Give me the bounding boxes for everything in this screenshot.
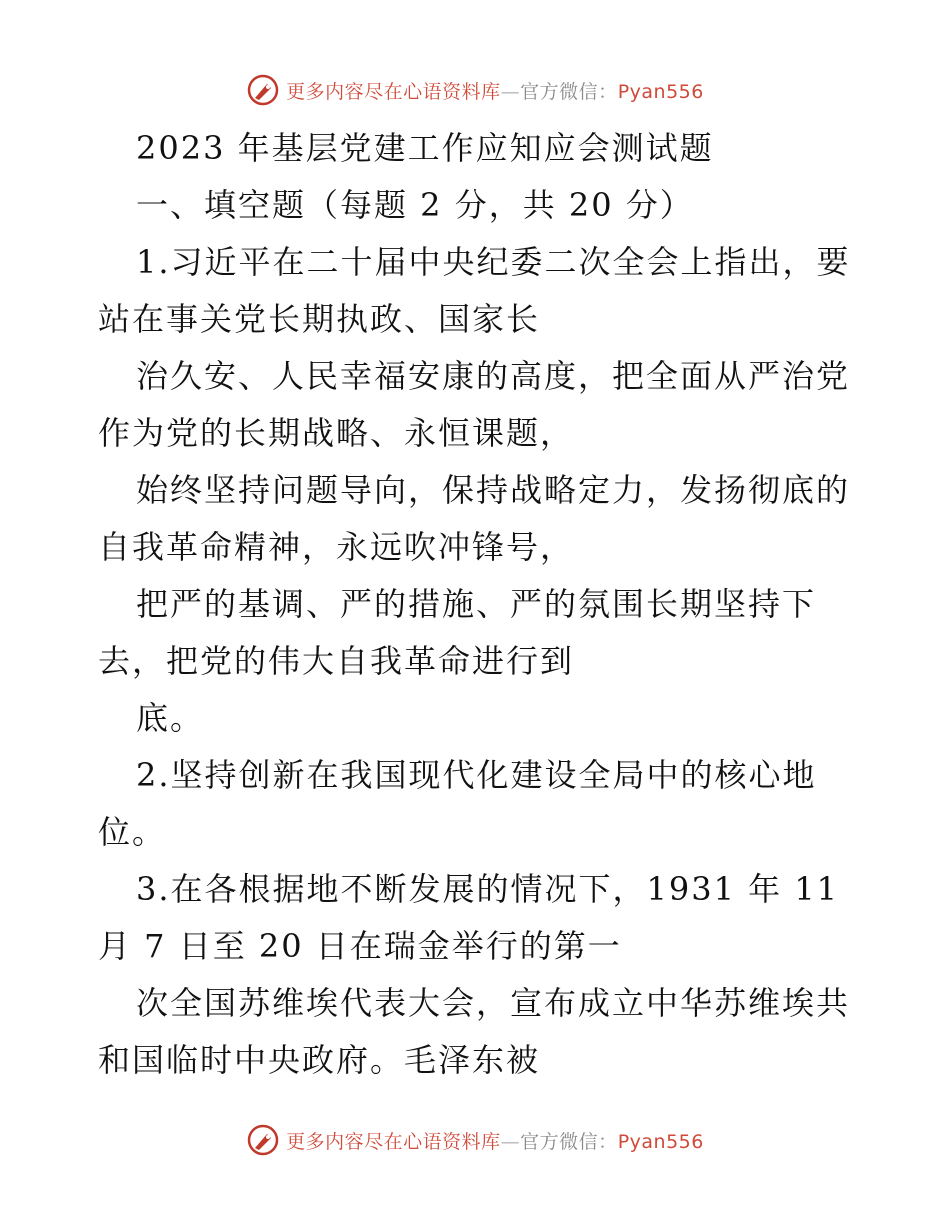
watermark-main: 更多内容尽在心语资料库 [286, 1130, 501, 1153]
header-watermark [0, 70, 950, 110]
watermark-id: Pyan556 [617, 80, 704, 103]
text-line: 月 7 日至 20 日在瑞金举行的第一 [98, 927, 622, 965]
watermark-separator: — [500, 1130, 521, 1153]
text-line: 去，把党的伟大自我革命进行到 [98, 642, 575, 680]
text-line: 始终坚持问题导向，保持战略定力，发扬彻底的 [136, 471, 851, 509]
pen-nib-icon [246, 1123, 280, 1157]
document-body [98, 120, 858, 1089]
text-line: 把严的基调、严的措施、严的氛围长期坚持下 [136, 585, 817, 623]
watermark-tail: 官方微信： [520, 1130, 618, 1153]
text-line: 底。 [136, 699, 205, 737]
text-line: 2023 年基层党建工作应知应会测试题 [136, 129, 714, 167]
text-line: 自我革命精神，永远吹冲锋号， [98, 528, 575, 566]
watermark-separator: — [500, 80, 521, 103]
text-line: 和国临时中央政府。毛泽东被 [98, 1041, 541, 1079]
watermark-tail: 官方微信： [520, 80, 618, 103]
text-line: 治久安、人民幸福安康的高度，把全面从严治党 [136, 357, 851, 395]
text-line: 站在事关党长期执政、国家长 [98, 300, 541, 338]
text-line: 作为党的长期战略、永恒课题， [98, 414, 575, 452]
watermark-id: Pyan556 [617, 1130, 704, 1153]
watermark-text [286, 1127, 704, 1154]
watermark-main: 更多内容尽在心语资料库 [286, 80, 501, 103]
text-line: 次全国苏维埃代表大会，宣布成立中华苏维埃共 [136, 984, 851, 1022]
pen-nib-icon [246, 73, 280, 107]
text-line: 一、填空题（每题 2 分，共 20 分） [136, 186, 694, 224]
footer-watermark [0, 1120, 950, 1160]
text-line: 2.坚持创新在我国现代化建设全局中的核心地 [136, 756, 817, 794]
text-line: 3.在各根据地不断发展的情况下，1931 年 11 [136, 870, 840, 908]
text-line: 1.习近平在二十届中央纪委二次全会上指出，要 [136, 243, 851, 281]
watermark-text [286, 77, 704, 104]
text-line: 位。 [98, 813, 167, 851]
